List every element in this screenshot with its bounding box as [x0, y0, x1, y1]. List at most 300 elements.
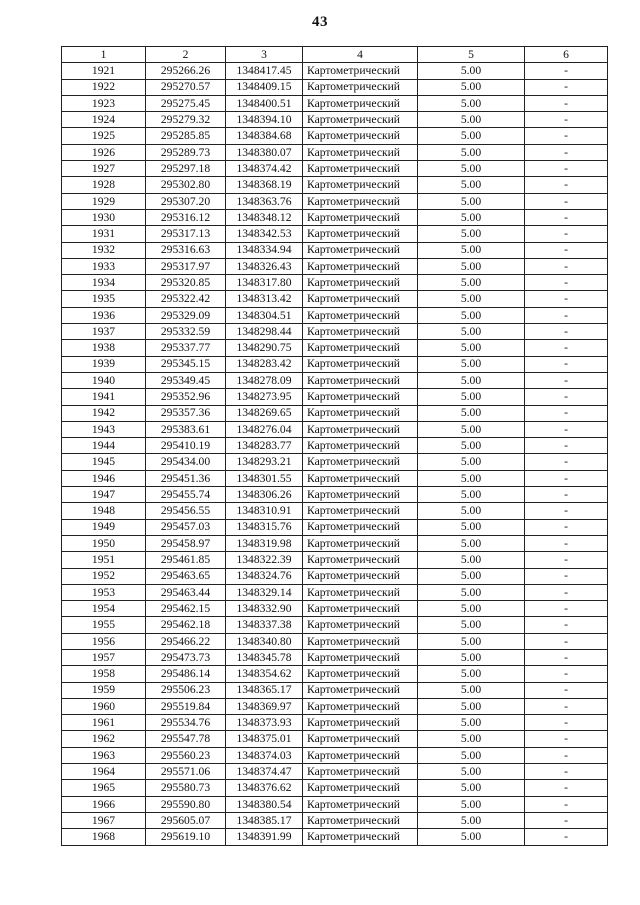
accuracy-cell: 5.00 — [418, 503, 525, 519]
point-number-cell: 1962 — [62, 731, 146, 747]
x-coordinate-cell: 295605.07 — [146, 812, 226, 828]
point-number-cell: 1947 — [62, 487, 146, 503]
note-cell: - — [525, 552, 608, 568]
column-header-5: 5 — [418, 47, 525, 63]
point-number-cell: 1965 — [62, 780, 146, 796]
x-coordinate-cell: 295352.96 — [146, 389, 226, 405]
y-coordinate-cell: 1348322.39 — [226, 552, 303, 568]
x-coordinate-cell: 295571.06 — [146, 764, 226, 780]
accuracy-cell: 5.00 — [418, 552, 525, 568]
accuracy-cell: 5.00 — [418, 617, 525, 633]
table-row — [62, 438, 608, 454]
method-cell: Картометрический — [303, 584, 418, 600]
method-cell: Картометрический — [303, 275, 418, 291]
table-row — [62, 698, 608, 714]
method-cell: Картометрический — [303, 829, 418, 845]
x-coordinate-cell: 295458.97 — [146, 535, 226, 551]
note-cell: - — [525, 617, 608, 633]
table-row — [62, 552, 608, 568]
accuracy-cell: 5.00 — [418, 144, 525, 160]
table-row — [62, 715, 608, 731]
note-cell: - — [525, 79, 608, 95]
note-cell: - — [525, 454, 608, 470]
point-number-cell: 1966 — [62, 796, 146, 812]
column-header-2: 2 — [146, 47, 226, 63]
y-coordinate-cell: 1348380.07 — [226, 144, 303, 160]
y-coordinate-cell: 1348374.42 — [226, 161, 303, 177]
column-header-3: 3 — [226, 47, 303, 63]
x-coordinate-cell: 295317.97 — [146, 258, 226, 274]
accuracy-cell: 5.00 — [418, 112, 525, 128]
table-row — [62, 242, 608, 258]
point-number-cell: 1939 — [62, 356, 146, 372]
y-coordinate-cell: 1348334.94 — [226, 242, 303, 258]
y-coordinate-cell: 1348376.62 — [226, 780, 303, 796]
note-cell: - — [525, 666, 608, 682]
point-number-cell: 1943 — [62, 421, 146, 437]
x-coordinate-cell: 295322.42 — [146, 291, 226, 307]
coordinates-table — [61, 46, 608, 846]
accuracy-cell: 5.00 — [418, 584, 525, 600]
accuracy-cell: 5.00 — [418, 209, 525, 225]
x-coordinate-cell: 295329.09 — [146, 307, 226, 323]
y-coordinate-cell: 1348298.44 — [226, 324, 303, 340]
x-coordinate-cell: 295289.73 — [146, 144, 226, 160]
accuracy-cell: 5.00 — [418, 389, 525, 405]
table-row — [62, 307, 608, 323]
x-coordinate-cell: 295332.59 — [146, 324, 226, 340]
point-number-cell: 1945 — [62, 454, 146, 470]
method-cell: Картометрический — [303, 389, 418, 405]
x-coordinate-cell: 295345.15 — [146, 356, 226, 372]
y-coordinate-cell: 1348293.21 — [226, 454, 303, 470]
table-row — [62, 128, 608, 144]
point-number-cell: 1929 — [62, 193, 146, 209]
note-cell: - — [525, 112, 608, 128]
point-number-cell: 1955 — [62, 617, 146, 633]
point-number-cell: 1924 — [62, 112, 146, 128]
method-cell: Картометрический — [303, 340, 418, 356]
y-coordinate-cell: 1348345.78 — [226, 649, 303, 665]
method-cell: Картометрический — [303, 79, 418, 95]
note-cell: - — [525, 601, 608, 617]
y-coordinate-cell: 1348273.95 — [226, 389, 303, 405]
x-coordinate-cell: 295463.65 — [146, 568, 226, 584]
method-cell: Картометрический — [303, 519, 418, 535]
method-cell: Картометрический — [303, 535, 418, 551]
table-row — [62, 829, 608, 845]
x-coordinate-cell: 295316.12 — [146, 209, 226, 225]
point-number-cell: 1957 — [62, 649, 146, 665]
point-number-cell: 1960 — [62, 698, 146, 714]
column-header-6: 6 — [525, 47, 608, 63]
note-cell: - — [525, 715, 608, 731]
y-coordinate-cell: 1348315.76 — [226, 519, 303, 535]
table-row — [62, 275, 608, 291]
y-coordinate-cell: 1348363.76 — [226, 193, 303, 209]
method-cell: Картометрический — [303, 617, 418, 633]
y-coordinate-cell: 1348326.43 — [226, 258, 303, 274]
note-cell: - — [525, 242, 608, 258]
accuracy-cell: 5.00 — [418, 780, 525, 796]
method-cell: Картометрический — [303, 568, 418, 584]
y-coordinate-cell: 1348380.54 — [226, 796, 303, 812]
table-row — [62, 796, 608, 812]
table-row — [62, 291, 608, 307]
note-cell: - — [525, 63, 608, 79]
point-number-cell: 1946 — [62, 470, 146, 486]
y-coordinate-cell: 1348319.98 — [226, 535, 303, 551]
x-coordinate-cell: 295279.32 — [146, 112, 226, 128]
accuracy-cell: 5.00 — [418, 568, 525, 584]
x-coordinate-cell: 295297.18 — [146, 161, 226, 177]
accuracy-cell: 5.00 — [418, 275, 525, 291]
method-cell: Картометрический — [303, 552, 418, 568]
method-cell: Картометрический — [303, 372, 418, 388]
accuracy-cell: 5.00 — [418, 487, 525, 503]
table-row — [62, 63, 608, 79]
point-number-cell: 1944 — [62, 438, 146, 454]
table-row — [62, 584, 608, 600]
point-number-cell: 1956 — [62, 633, 146, 649]
x-coordinate-cell: 295466.22 — [146, 633, 226, 649]
note-cell: - — [525, 470, 608, 486]
note-cell: - — [525, 438, 608, 454]
method-cell: Картометрический — [303, 747, 418, 763]
y-coordinate-cell: 1348310.91 — [226, 503, 303, 519]
note-cell: - — [525, 421, 608, 437]
table-row — [62, 356, 608, 372]
note-cell: - — [525, 209, 608, 225]
point-number-cell: 1925 — [62, 128, 146, 144]
point-number-cell: 1928 — [62, 177, 146, 193]
table-row — [62, 568, 608, 584]
point-number-cell: 1927 — [62, 161, 146, 177]
table-row — [62, 226, 608, 242]
method-cell: Картометрический — [303, 128, 418, 144]
point-number-cell: 1931 — [62, 226, 146, 242]
x-coordinate-cell: 295270.57 — [146, 79, 226, 95]
point-number-cell: 1954 — [62, 601, 146, 617]
accuracy-cell: 5.00 — [418, 291, 525, 307]
x-coordinate-cell: 295519.84 — [146, 698, 226, 714]
point-number-cell: 1932 — [62, 242, 146, 258]
point-number-cell: 1942 — [62, 405, 146, 421]
x-coordinate-cell: 295462.18 — [146, 617, 226, 633]
table-row — [62, 617, 608, 633]
table-row — [62, 421, 608, 437]
y-coordinate-cell: 1348329.14 — [226, 584, 303, 600]
method-cell: Картометрический — [303, 633, 418, 649]
x-coordinate-cell: 295590.80 — [146, 796, 226, 812]
point-number-cell: 1959 — [62, 682, 146, 698]
method-cell: Картометрический — [303, 144, 418, 160]
y-coordinate-cell: 1348301.55 — [226, 470, 303, 486]
x-coordinate-cell: 295357.36 — [146, 405, 226, 421]
note-cell: - — [525, 535, 608, 551]
accuracy-cell: 5.00 — [418, 812, 525, 828]
method-cell: Картометрический — [303, 715, 418, 731]
x-coordinate-cell: 295320.85 — [146, 275, 226, 291]
y-coordinate-cell: 1348409.15 — [226, 79, 303, 95]
x-coordinate-cell: 295307.20 — [146, 193, 226, 209]
x-coordinate-cell: 295463.44 — [146, 584, 226, 600]
point-number-cell: 1951 — [62, 552, 146, 568]
accuracy-cell: 5.00 — [418, 715, 525, 731]
note-cell: - — [525, 568, 608, 584]
accuracy-cell: 5.00 — [418, 454, 525, 470]
note-cell: - — [525, 698, 608, 714]
point-number-cell: 1935 — [62, 291, 146, 307]
x-coordinate-cell: 295560.23 — [146, 747, 226, 763]
note-cell: - — [525, 633, 608, 649]
method-cell: Картометрический — [303, 487, 418, 503]
x-coordinate-cell: 295506.23 — [146, 682, 226, 698]
accuracy-cell: 5.00 — [418, 193, 525, 209]
note-cell: - — [525, 796, 608, 812]
accuracy-cell: 5.00 — [418, 177, 525, 193]
accuracy-cell: 5.00 — [418, 128, 525, 144]
point-number-cell: 1936 — [62, 307, 146, 323]
x-coordinate-cell: 295456.55 — [146, 503, 226, 519]
accuracy-cell: 5.00 — [418, 226, 525, 242]
note-cell: - — [525, 128, 608, 144]
table-row — [62, 79, 608, 95]
y-coordinate-cell: 1348369.97 — [226, 698, 303, 714]
note-cell: - — [525, 682, 608, 698]
method-cell: Картометрический — [303, 649, 418, 665]
accuracy-cell: 5.00 — [418, 372, 525, 388]
accuracy-cell: 5.00 — [418, 698, 525, 714]
point-number-cell: 1926 — [62, 144, 146, 160]
table-row — [62, 601, 608, 617]
y-coordinate-cell: 1348340.80 — [226, 633, 303, 649]
x-coordinate-cell: 295349.45 — [146, 372, 226, 388]
y-coordinate-cell: 1348332.90 — [226, 601, 303, 617]
accuracy-cell: 5.00 — [418, 649, 525, 665]
accuracy-cell: 5.00 — [418, 356, 525, 372]
table-row — [62, 372, 608, 388]
accuracy-cell: 5.00 — [418, 796, 525, 812]
table-row — [62, 535, 608, 551]
table-row — [62, 161, 608, 177]
method-cell: Картометрический — [303, 291, 418, 307]
accuracy-cell: 5.00 — [418, 438, 525, 454]
method-cell: Картометрический — [303, 226, 418, 242]
point-number-cell: 1967 — [62, 812, 146, 828]
y-coordinate-cell: 1348324.76 — [226, 568, 303, 584]
x-coordinate-cell: 295619.10 — [146, 829, 226, 845]
note-cell: - — [525, 177, 608, 193]
table-row — [62, 649, 608, 665]
method-cell: Картометрический — [303, 112, 418, 128]
x-coordinate-cell: 295455.74 — [146, 487, 226, 503]
point-number-cell: 1934 — [62, 275, 146, 291]
y-coordinate-cell: 1348306.26 — [226, 487, 303, 503]
table-row — [62, 747, 608, 763]
table-row — [62, 503, 608, 519]
x-coordinate-cell: 295410.19 — [146, 438, 226, 454]
accuracy-cell: 5.00 — [418, 324, 525, 340]
note-cell: - — [525, 731, 608, 747]
point-number-cell: 1938 — [62, 340, 146, 356]
method-cell: Картометрический — [303, 324, 418, 340]
x-coordinate-cell: 295383.61 — [146, 421, 226, 437]
point-number-cell: 1950 — [62, 535, 146, 551]
point-number-cell: 1930 — [62, 209, 146, 225]
table-row — [62, 144, 608, 160]
point-number-cell: 1968 — [62, 829, 146, 845]
method-cell: Картометрический — [303, 438, 418, 454]
y-coordinate-cell: 1348269.65 — [226, 405, 303, 421]
method-cell: Картометрический — [303, 95, 418, 111]
method-cell: Картометрический — [303, 503, 418, 519]
table-row — [62, 780, 608, 796]
x-coordinate-cell: 295434.00 — [146, 454, 226, 470]
accuracy-cell: 5.00 — [418, 307, 525, 323]
page-number: 43 — [312, 14, 328, 30]
note-cell: - — [525, 584, 608, 600]
x-coordinate-cell: 295473.73 — [146, 649, 226, 665]
y-coordinate-cell: 1348373.93 — [226, 715, 303, 731]
point-number-cell: 1953 — [62, 584, 146, 600]
point-number-cell: 1948 — [62, 503, 146, 519]
accuracy-cell: 5.00 — [418, 829, 525, 845]
table-row — [62, 389, 608, 405]
accuracy-cell: 5.00 — [418, 633, 525, 649]
note-cell: - — [525, 291, 608, 307]
method-cell: Картометрический — [303, 258, 418, 274]
accuracy-cell: 5.00 — [418, 405, 525, 421]
y-coordinate-cell: 1348400.51 — [226, 95, 303, 111]
method-cell: Картометрический — [303, 307, 418, 323]
method-cell: Картометрический — [303, 242, 418, 258]
y-coordinate-cell: 1348365.17 — [226, 682, 303, 698]
method-cell: Картометрический — [303, 177, 418, 193]
note-cell: - — [525, 812, 608, 828]
method-cell: Картометрический — [303, 470, 418, 486]
method-cell: Картометрический — [303, 209, 418, 225]
accuracy-cell: 5.00 — [418, 242, 525, 258]
method-cell: Картометрический — [303, 161, 418, 177]
note-cell: - — [525, 389, 608, 405]
x-coordinate-cell: 295457.03 — [146, 519, 226, 535]
y-coordinate-cell: 1348290.75 — [226, 340, 303, 356]
method-cell: Картометрический — [303, 780, 418, 796]
note-cell: - — [525, 503, 608, 519]
accuracy-cell: 5.00 — [418, 95, 525, 111]
table-row — [62, 258, 608, 274]
note-cell: - — [525, 340, 608, 356]
note-cell: - — [525, 95, 608, 111]
y-coordinate-cell: 1348354.62 — [226, 666, 303, 682]
point-number-cell: 1961 — [62, 715, 146, 731]
note-cell: - — [525, 519, 608, 535]
y-coordinate-cell: 1348374.03 — [226, 747, 303, 763]
table-row — [62, 812, 608, 828]
accuracy-cell: 5.00 — [418, 161, 525, 177]
method-cell: Картометрический — [303, 63, 418, 79]
x-coordinate-cell: 295285.85 — [146, 128, 226, 144]
y-coordinate-cell: 1348283.42 — [226, 356, 303, 372]
note-cell: - — [525, 193, 608, 209]
y-coordinate-cell: 1348384.68 — [226, 128, 303, 144]
point-number-cell: 1949 — [62, 519, 146, 535]
table-row — [62, 487, 608, 503]
table-row — [62, 324, 608, 340]
y-coordinate-cell: 1348368.19 — [226, 177, 303, 193]
x-coordinate-cell: 295302.80 — [146, 177, 226, 193]
method-cell: Картометрический — [303, 666, 418, 682]
x-coordinate-cell: 295337.77 — [146, 340, 226, 356]
table-body — [62, 63, 608, 845]
table-header-row — [62, 47, 608, 63]
method-cell: Картометрический — [303, 421, 418, 437]
note-cell: - — [525, 372, 608, 388]
table-row — [62, 764, 608, 780]
point-number-cell: 1952 — [62, 568, 146, 584]
note-cell: - — [525, 487, 608, 503]
note-cell: - — [525, 764, 608, 780]
point-number-cell: 1963 — [62, 747, 146, 763]
table-row — [62, 454, 608, 470]
method-cell: Картометрический — [303, 796, 418, 812]
table-row — [62, 666, 608, 682]
note-cell: - — [525, 307, 608, 323]
y-coordinate-cell: 1348417.45 — [226, 63, 303, 79]
y-coordinate-cell: 1348276.04 — [226, 421, 303, 437]
y-coordinate-cell: 1348348.12 — [226, 209, 303, 225]
y-coordinate-cell: 1348374.47 — [226, 764, 303, 780]
table-row — [62, 405, 608, 421]
point-number-cell: 1933 — [62, 258, 146, 274]
table-row — [62, 177, 608, 193]
y-coordinate-cell: 1348391.99 — [226, 829, 303, 845]
x-coordinate-cell: 295316.63 — [146, 242, 226, 258]
method-cell: Картометрический — [303, 454, 418, 470]
accuracy-cell: 5.00 — [418, 747, 525, 763]
accuracy-cell: 5.00 — [418, 63, 525, 79]
accuracy-cell: 5.00 — [418, 258, 525, 274]
accuracy-cell: 5.00 — [418, 340, 525, 356]
y-coordinate-cell: 1348304.51 — [226, 307, 303, 323]
y-coordinate-cell: 1348313.42 — [226, 291, 303, 307]
accuracy-cell: 5.00 — [418, 666, 525, 682]
method-cell: Картометрический — [303, 698, 418, 714]
y-coordinate-cell: 1348394.10 — [226, 112, 303, 128]
x-coordinate-cell: 295275.45 — [146, 95, 226, 111]
y-coordinate-cell: 1348317.80 — [226, 275, 303, 291]
column-header-4: 4 — [303, 47, 418, 63]
point-number-cell: 1941 — [62, 389, 146, 405]
table-row — [62, 519, 608, 535]
point-number-cell: 1964 — [62, 764, 146, 780]
y-coordinate-cell: 1348385.17 — [226, 812, 303, 828]
note-cell: - — [525, 649, 608, 665]
table-row — [62, 193, 608, 209]
accuracy-cell: 5.00 — [418, 519, 525, 535]
x-coordinate-cell: 295461.85 — [146, 552, 226, 568]
note-cell: - — [525, 356, 608, 372]
note-cell: - — [525, 226, 608, 242]
point-number-cell: 1923 — [62, 95, 146, 111]
x-coordinate-cell: 295462.15 — [146, 601, 226, 617]
accuracy-cell: 5.00 — [418, 421, 525, 437]
x-coordinate-cell: 295534.76 — [146, 715, 226, 731]
y-coordinate-cell: 1348375.01 — [226, 731, 303, 747]
note-cell: - — [525, 324, 608, 340]
accuracy-cell: 5.00 — [418, 731, 525, 747]
